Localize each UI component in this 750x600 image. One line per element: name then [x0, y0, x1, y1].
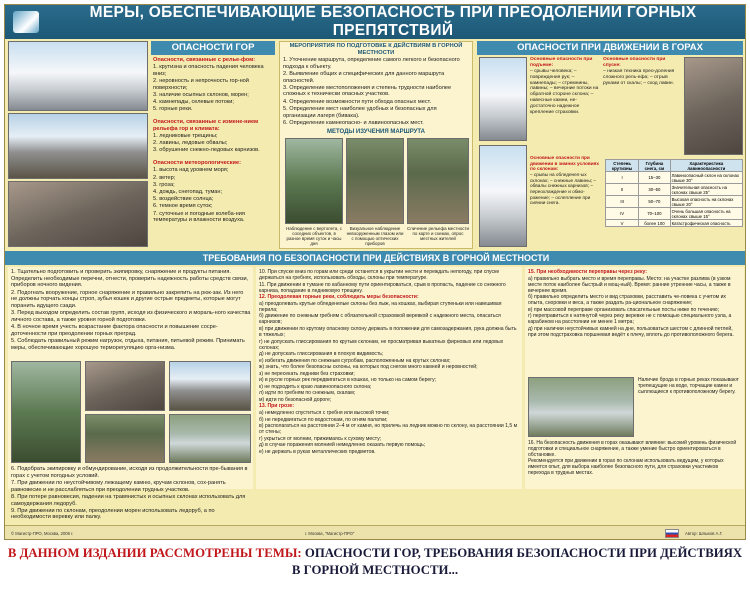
photo-binoculars	[346, 138, 404, 224]
winter-heading: Основные опасности при движении в зимних условиях по склонам:	[530, 155, 599, 172]
table-cell: Очень большая опасность на склонах свыше 15°	[670, 208, 742, 220]
requirement-heading: 12. Преодолевая горные реки, соблюдать меры безопасности:	[259, 294, 419, 301]
requirement-item: 9. При движении по склонам, преодолении морен использовать ледоруб, а по необходимости веревку или палку.	[11, 507, 215, 521]
table-row	[606, 172, 743, 184]
col2-text	[259, 269, 519, 523]
factor-item: 3. обрушение снежно-ледовых карнизов.	[153, 147, 260, 154]
footer-left: © Магистр-ПРО, Москва, 2006 г.	[11, 531, 74, 536]
table-row	[606, 196, 743, 208]
factor-heading: Опасности, связанные с релье-фом:	[153, 57, 256, 63]
measure-item: 1. Уточнение маршрута, определение самого легкого и безопасного подхода к объекту.	[283, 56, 460, 70]
poster-title: МЕРЫ, ОБЕСПЕЧИВАЮЩИЕ БЕЗОПАСНОСТЬ ПРИ ПРЕОДОЛЕНИИ ГОРНЫХ ПРЕПЯТСТВИЙ	[89, 4, 697, 39]
right-hazards	[530, 57, 600, 153]
photo-glacier	[479, 145, 527, 247]
footer-bar	[5, 525, 746, 540]
requirement-item: 1. Тщательно подготовить и проверить экипировку, снаряжение и продукты питания. Определить необходимые перечни, отнести, проверить надежность работы средств связи, приборов ночного видения.	[11, 269, 249, 289]
table-row	[606, 208, 743, 220]
caption-rest: ОПАСНОСТИ ГОР, ТРЕБОВАНИЯ БЕЗОПАСНОСТИ ПРИ ДЕЙСТВИЯХ	[304, 546, 743, 560]
title-bar	[5, 5, 746, 39]
factor-item: 1. крутизна и опасность падения человека вниз;	[153, 64, 264, 77]
requirement-heading: 13. При грозе:	[259, 403, 295, 410]
method-caption: Сличение рельефа местности по карте и схемах, опрос местных жителей	[407, 226, 469, 241]
right-descent	[603, 57, 681, 153]
measure-item: 5. Определение мест наиболее удобных и безопасных для организации лагеря (бивака).	[283, 105, 437, 119]
table-cell: 50–70	[639, 196, 670, 208]
factor-item: 2. лавины, ледовые обвалы;	[153, 140, 228, 147]
factor-item: 4. дождь, снегопад, туман;	[153, 188, 223, 195]
factor-item: 1. высота над уровнем моря;	[153, 167, 229, 174]
publisher-logo	[13, 11, 39, 33]
col3-text	[528, 269, 741, 373]
factor-item: 2. ветер;	[153, 174, 176, 181]
requirement-item: и) в русле горных рек передвигаться в кошках, но только на самом берегу;	[259, 377, 437, 384]
hazard-heading: Основные опасности при подъеме:	[530, 57, 593, 68]
requirement-item: г) укрыться от молнии, прижимаясь к сухому месту;	[259, 435, 382, 442]
requirement-item: е) не держать в руках металлических предметов.	[259, 448, 376, 455]
table-cell: 30–50	[639, 184, 670, 196]
methods-heading: МЕТОДЫ ИЗУЧЕНИЯ МАРШРУТА	[327, 129, 425, 135]
method-caption: Наблюдение с вертолета, с соседних объектов, в разное время суток и часы дня	[286, 226, 342, 246]
photo-map-study	[407, 138, 469, 224]
factor-item: 3. наличие осыпных склонов, морен;	[153, 92, 249, 99]
bottom-caption	[0, 545, 750, 579]
factor-item: 1. ледниковые трещины;	[153, 133, 218, 140]
table-header: Степень крутизны	[606, 160, 639, 172]
hazard-text: – срывы человека; – повреждения рук; – камнепады; – стремнины, лавины; – вечерние потоки на обратной стороне склона; – навесные камни, не-достаточно надежное крепление страховки.	[530, 69, 599, 115]
requirement-item: 16. На безопасность движения в горах оказывают влияние: высокий уровень физической подготовки и специальное снаряжение, а также умение быстро ориентироваться в обстановке.	[528, 440, 737, 458]
right-winter	[530, 155, 602, 247]
photo-climber	[479, 57, 527, 141]
table-cell: 15–30	[639, 172, 670, 184]
method-caption: Визуальное наблюдение невооруженным глазом или с помощью оптических приборов	[346, 226, 404, 246]
table-header: Глубина снега, см	[639, 160, 670, 172]
photo-group-march	[85, 414, 165, 463]
table-row	[606, 184, 743, 196]
middle-measures	[283, 43, 469, 127]
right-panel-title: ОПАСНОСТИ ПРИ ДВИЖЕНИИ В ГОРАХ	[477, 41, 743, 55]
table-cell: III	[606, 196, 639, 208]
requirement-item: д) при наличии неустойчивых камней на дне, пользоваться шестом с длинной петлей, при этом подстраховка поршневая ведёт к плечу, вплоть до противоположного берега.	[528, 325, 734, 338]
caption-lead: В ДАННОМ ИЗДАНИИ РАССМОТРЕНЫ ТЕМЫ:	[7, 546, 302, 560]
measure-item: 6. Определение камнеопасно- и лавиноопасных мест.	[283, 119, 424, 126]
flag-icon	[665, 529, 679, 538]
requirement-item: Рекомендуется при движении в горах по склонам использовать ведущим, у которых имеется опыт, для выбора наиболее безопасного пути, для страховки участников перехода в трудных местах.	[528, 458, 724, 477]
photo-mountain-range	[8, 113, 148, 179]
descent-heading: Основные опасности при спуске:	[603, 57, 666, 68]
table-cell: более 100	[639, 220, 670, 227]
table-cell: Высокая опасность на склонах свыше 20°	[670, 196, 742, 208]
requirements-title: ТРЕБОВАНИЯ ПО БЕЗОПАСНОСТИ ПРИ ДЕЙСТВИЯХ В ГОРНОЙ МЕСТНОСТИ	[5, 251, 746, 265]
photo-ridge	[169, 361, 251, 411]
requirement-item: в) располагаться на расстоянии 2–4 м от камня, но прилечь на ледник можно по склону, на расстоянии 1,5 м от стены;	[259, 423, 518, 436]
requirement-item: е) избегать движения по снежным сугробам, расположенным на крутых склонах;	[259, 357, 451, 364]
requirement-heading: 15. При необходимости переправы через реку:	[528, 269, 647, 275]
table-cell: Значительная опасность на склонах свыше 25°	[670, 184, 742, 196]
measure-item: 3. Определение местоположения и степень трудности наиболее сложных к технически опасных участков.	[283, 84, 452, 98]
requirement-item: б) не передвигаться по водостокам, по огням палатки;	[259, 416, 388, 423]
footer-right: Автор: Шлыков А.Г.	[685, 531, 723, 536]
requirement-item: 6. Подобрать экипировку и обмундирование, исходя из продолжительности пре-бывания в горах с учетом погодных условий.	[11, 466, 248, 479]
winter-text: – срывы на обледенел-ых склонах; – снежные лавины; – обвалы снежных карнизов; – переохлаждение и обмо-рожение; – ослепление при сиянии снега.	[530, 172, 597, 206]
factor-item: 3. гроза;	[153, 181, 175, 188]
requirement-item: 8. При потере равновесия, падении на травянистых и осыпных склонах использовать для самоудержания ледоруб.	[11, 493, 246, 507]
photo-rope-climb	[85, 361, 165, 411]
table-cell: 70–100	[639, 208, 670, 220]
measure-item: 2. Выявление общих и специфических для данного маршрута опасностей.	[283, 70, 445, 84]
requirement-item: л) идти по гребням по снежным, скалам;	[259, 390, 356, 397]
middle-heading: МЕРОПРИЯТИЯ ПО ПОДГОТОВКЕ К ДЕЙСТВИЯМ В ГОРНОЙ МЕСТНОСТИ	[289, 43, 463, 56]
table-cell: IV	[606, 208, 639, 220]
requirement-item: 4. В ночное время учесть возрастание фактора опасности и повышение сосре-доточенности при преодолении горных преград.	[11, 324, 218, 337]
table-cell: II	[606, 184, 639, 196]
factor-item: 2. неровность и непрочность гор-ной поверхности;	[153, 78, 249, 91]
left-factors	[153, 57, 273, 247]
table-cell: Катастрофическая опасность	[670, 220, 742, 227]
ford-note: Наличие брода в горных реках показывают трепещущие на воде, торчащие камни и сыплющиеся к противоположному берегу.	[638, 377, 739, 395]
left-panel-title: ОПАСНОСТИ ГОР	[151, 41, 275, 55]
factor-item: 4. камнепады, селевые потоки;	[153, 99, 234, 106]
table-row	[606, 220, 743, 227]
photo-river-crossing	[528, 377, 634, 437]
factor-heading: Опасности, связанные с измене-нием рельефа гор и климата:	[153, 119, 259, 132]
table-header: Характеристика лавиноопасности	[670, 160, 742, 172]
requirement-item: 7. При движении по неустойчивому лежащему камню, кручам склонов, сох-ранять равновесие и не расслабляться при преодолении трудных участков.	[11, 479, 226, 493]
requirement-item: 3. Перед выходом определить состав групп, исходя из физического и мораль-ного качества личного состава, а также уровня горной подготовки.	[11, 310, 251, 323]
factor-item: 6. темное время суток;	[153, 203, 213, 210]
descent-text: – низкая техника прео-доления сложного рель-ефа; – отрыв руками от скалы; – сход лавин.	[603, 69, 675, 86]
requirement-item: а) правильно выбрать место и время переправы. Место: на участке разлива (в узком месте поток наиболее быстрый и мощ-ный). Время: ранние утренние часы, а также в вечернее время.	[528, 275, 731, 294]
requirement-item: б) правильно определить место и вид страховки, расставить че-ловека с учетом их опыта, сноровки и веса, а также раздать ра-циональное снаряжение;	[528, 294, 726, 307]
factor-item: 5. воздействие солнца;	[153, 196, 214, 203]
avalanche-table	[605, 159, 743, 227]
requirement-item: 2. Подогнать вооружение, горное снаряжение и правильно закрепить на рюк-зак. Из него не должны торчать концы строп, зубья кошек и другие острые предметы, которые могут поранить идущего сзади.	[11, 289, 244, 310]
factor-item: 5. горные реки.	[153, 106, 193, 113]
photo-snow-peaks	[8, 41, 148, 111]
requirement-item: 10. При спуске вниз по горам или среди останется в укрытии нести и переждать непогоду, при спуске держаться на гребнях, использовать обходы, склоны при температуре.	[259, 269, 500, 282]
requirement-item: 5. Соблюдать правильный режим нагрузок, отдыха, питания, питьевой режим. Принимать меры, обеспечивающие хорошую терморегуляцию орга-низма.	[11, 338, 245, 351]
table-cell: I	[606, 172, 639, 184]
requirement-item: г) переправиться к натянутой через реку веревке не с помощью специального узла, а карабином на расстоянии не менее 1 метра;	[528, 313, 732, 326]
requirement-item: д) не допускать глиссирования в плохую видимость;	[259, 351, 384, 358]
factor-item: 7. суточные и погодные колеба-ния температуры и влажности воздуха.	[153, 210, 245, 224]
photo-rock-face	[684, 57, 743, 155]
requirement-item: в) при движении по крутому опасному склону держать в положении для самозадержания, рука должна быть в тяжелых;	[259, 325, 517, 338]
requirement-item: в) при массовой переправе организовать спасательные посты ниже по течению;	[528, 306, 719, 313]
requirement-item: к) не подходить к краю лавиноопасного склона;	[259, 383, 372, 390]
photo-helicopter-view	[285, 138, 343, 224]
requirement-item: ж) знать, что более безопасны склоны, на которых под снегом много камней и неровностей;	[259, 364, 478, 371]
col1-bottom	[11, 466, 251, 522]
requirement-item: м) идти по безопасной дороге;	[259, 396, 332, 403]
photo-soldier	[11, 361, 81, 463]
factor-heading: Опасности метеорологические:	[153, 160, 241, 167]
footer-center: г. Москва, "Магистр-ПРО"	[305, 531, 355, 536]
requirement-item: г) не допускать глиссирования по крутым склонам, не просматривая выкатных фирновых или ледовых склонах;	[259, 338, 504, 351]
table-cell: V	[606, 220, 639, 227]
requirement-item: а) немедленно спуститься с гребня или высокой точки;	[259, 410, 390, 417]
col1-text	[11, 269, 251, 357]
requirement-item: д) в случае поражения молнией немедленно оказать первую помощь;	[259, 442, 426, 449]
photo-valley	[169, 414, 251, 463]
col3-bottom	[528, 441, 741, 523]
requirement-item: 11. При движении в тумане по кабанному пути ориентироваться, срыв в пропасть, падение со снежного карниза, попадание в ледниковую трещину.	[259, 281, 506, 294]
poster	[4, 4, 746, 540]
measure-item: 4. Определение возможности пути обхода опасных мест.	[283, 98, 432, 105]
requirement-item: а) преодолевать крутые обледенелые склоны без лыж, на кошках, выбирая ступеньки или навешивая перила;	[259, 300, 502, 313]
caption-line2: В ГОРНОЙ МЕСТНОСТИ...	[291, 563, 459, 577]
requirement-item: б) движение по снежным гребням с обязательной страховкой веревкой с надежного места, опасаться карнизов;	[259, 313, 501, 326]
photo-rocky-slope	[8, 181, 148, 247]
table-cell: Лавиноопасный склон на склонах свыше 30°	[670, 172, 742, 184]
requirement-item: з) не пересекать ледники без страховки;	[259, 370, 355, 377]
